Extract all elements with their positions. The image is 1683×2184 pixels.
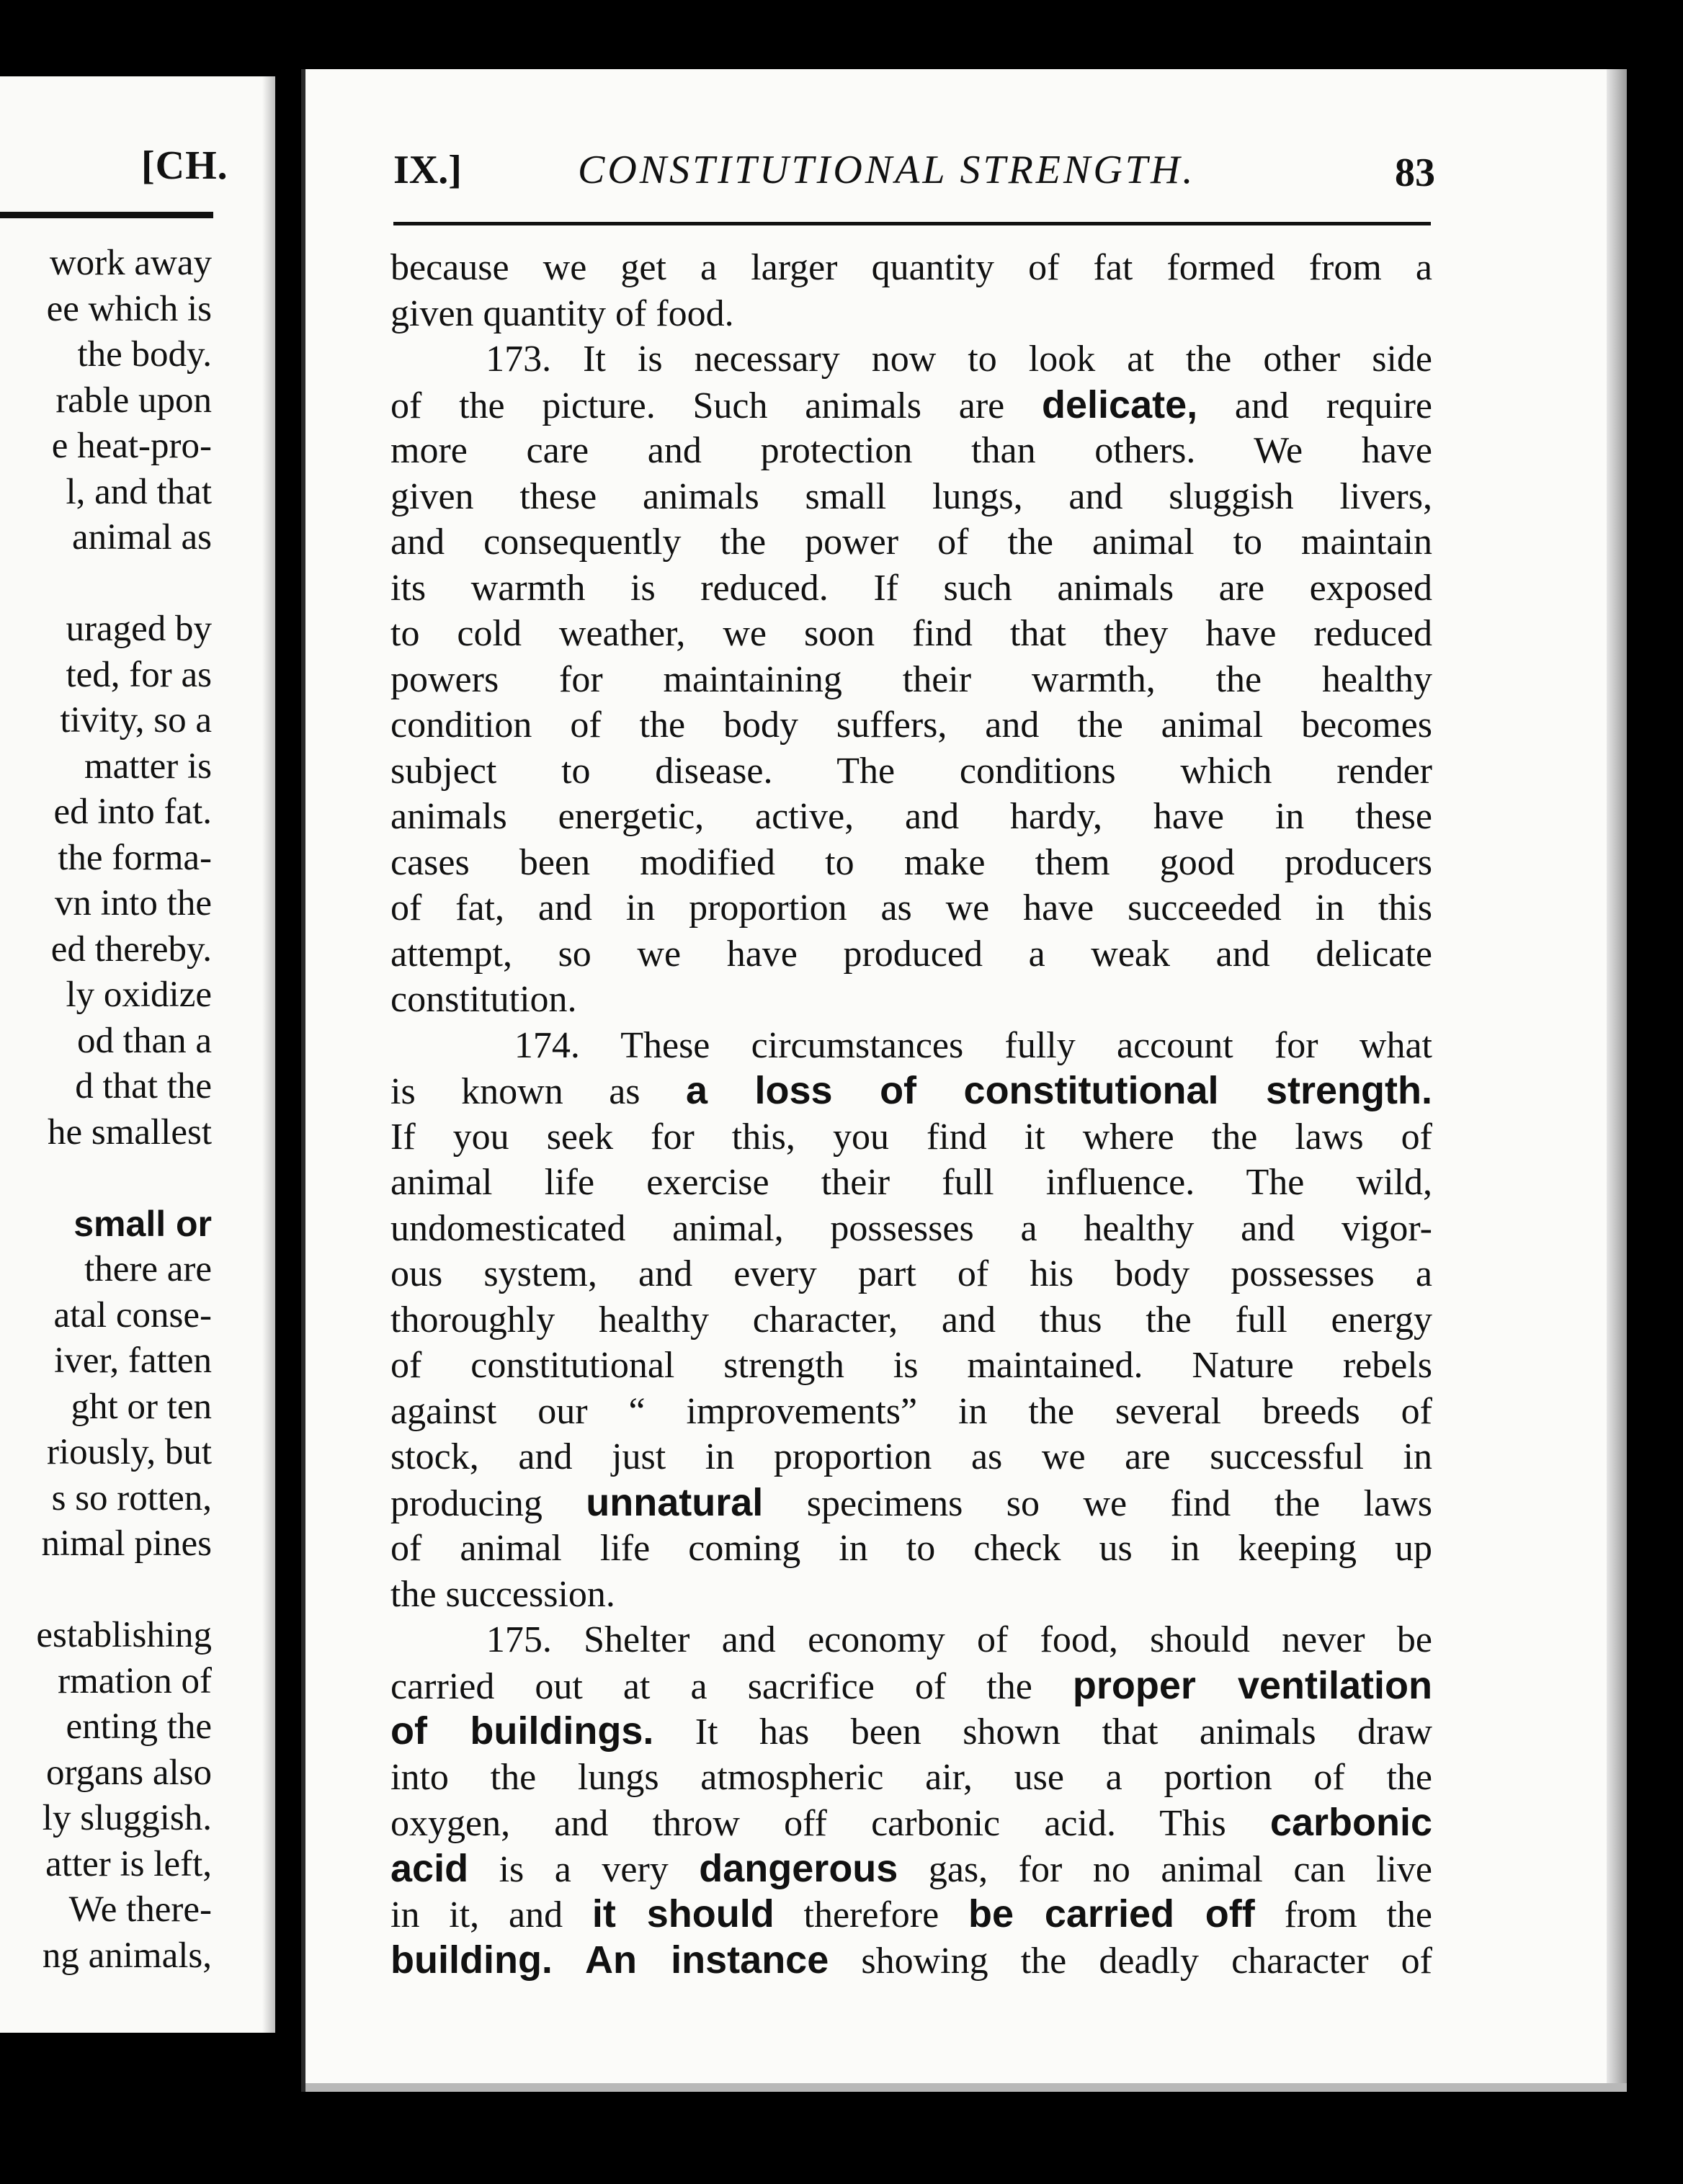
chapter-marker: IX.] <box>393 148 462 192</box>
text-line <box>390 1526 1432 1572</box>
text-run: the succession. <box>390 1573 615 1615</box>
bold-phrase: building. An instance <box>390 1938 829 1982</box>
text-run: animal life exercise their full influence. The wild, <box>390 1162 1432 1203</box>
text-run: of fat, and in proportion as we have succeeded in this <box>390 887 1432 928</box>
text-run: of constitutional strength is maintained. Nature rebels <box>390 1345 1432 1386</box>
text-run: animals energetic, active, and hardy, have in these <box>390 796 1432 837</box>
text-line <box>390 1617 1432 1663</box>
text-line <box>390 657 1432 703</box>
text-line <box>390 519 1432 565</box>
bold-phrase: delicate, <box>1042 382 1198 426</box>
text-line <box>390 885 1432 931</box>
text-run: ous system, and every part of his body possesses a <box>390 1253 1432 1294</box>
left-text-line: uraged by <box>66 609 212 649</box>
text-line <box>390 1892 1432 1938</box>
bold-phrase: be carried off <box>968 1892 1255 1935</box>
running-head <box>393 147 1435 197</box>
left-text-line: ted, for as <box>66 654 212 695</box>
text-line <box>390 1343 1432 1389</box>
text-line <box>390 245 1432 291</box>
text-run: from the <box>1254 1894 1432 1935</box>
left-text-line: ly sluggish. <box>42 1798 212 1838</box>
bold-phrase: unnatural <box>586 1480 764 1524</box>
text-run: its warmth is reduced. If such animals are exposed <box>390 567 1432 609</box>
text-run: therefore <box>774 1894 968 1935</box>
text-run: It has been shown that animals draw <box>653 1711 1432 1753</box>
text-run: subject to disease. The conditions which render <box>390 750 1432 792</box>
left-text-line: l, and that <box>66 471 212 512</box>
page-number: 83 <box>1395 151 1435 195</box>
text-line <box>390 1663 1432 1709</box>
left-text-line: tivity, so a <box>60 700 212 740</box>
bold-phrase: a loss of constitutional strength. <box>686 1069 1432 1112</box>
text-line <box>390 382 1432 429</box>
page-edge-shadow <box>1607 69 1627 2092</box>
left-header-rule <box>0 212 213 218</box>
text-line <box>390 1114 1432 1160</box>
left-text-line: establishing <box>36 1615 212 1655</box>
left-text-line: ly oxidize <box>66 975 212 1015</box>
text-run: 175. Shelter and economy of food, should never be <box>390 1619 1432 1660</box>
text-line <box>390 1755 1432 1801</box>
text-line <box>390 1800 1432 1846</box>
text-run: to cold weather, we soon find that they have reduced <box>390 613 1432 654</box>
left-text-line: there are <box>84 1249 212 1289</box>
body-text <box>390 245 1432 1983</box>
left-text-line: the body. <box>77 334 212 375</box>
left-text-line: work away <box>49 243 212 283</box>
text-run: is a very <box>468 1848 700 1890</box>
text-line <box>390 336 1432 382</box>
page-83 <box>301 69 1627 2092</box>
facing-page-left <box>0 76 275 2033</box>
text-line <box>390 748 1432 795</box>
text-run: in it, and <box>390 1894 592 1935</box>
left-text-line: ed into fat. <box>53 792 212 832</box>
text-run: attempt, so we have produced a weak and delicate <box>390 933 1432 975</box>
text-run: powers for maintaining their warmth, the healthy <box>390 658 1432 700</box>
left-text-line: organs also <box>46 1752 212 1793</box>
text-line <box>390 1297 1432 1343</box>
text-line <box>390 1480 1432 1526</box>
left-running-head: [CH. <box>141 143 228 188</box>
left-text-line: atter is left, <box>45 1843 212 1884</box>
left-text-line: enting the <box>66 1706 212 1747</box>
bold-phrase: acid <box>390 1846 469 1890</box>
text-line <box>390 1846 1432 1892</box>
text-line <box>390 1068 1432 1114</box>
page-bottom-edge <box>305 2083 1627 2092</box>
left-text-line: rable upon <box>55 380 212 421</box>
left-page-text <box>0 241 212 1979</box>
text-run: because we get a larger quantity of fat formed from a <box>390 247 1432 288</box>
bold-phrase: it should <box>591 1892 774 1935</box>
text-run: thoroughly healthy character, and thus the full energy <box>390 1299 1432 1341</box>
text-run: given quantity of food. <box>390 292 734 334</box>
header-rule <box>393 222 1431 225</box>
text-run: more care and protection than others. We have <box>390 430 1432 471</box>
left-text-line: nimal pines <box>41 1523 212 1564</box>
text-line <box>390 1709 1432 1755</box>
text-run: of the picture. Such animals are <box>390 385 1043 426</box>
text-line <box>390 702 1432 748</box>
left-text-line: e heat-pro- <box>51 426 212 466</box>
text-line <box>390 428 1432 474</box>
text-run: into the lungs atmospheric air, use a portion of the <box>390 1756 1432 1798</box>
text-run: If you seek for this, you find it where the laws of <box>390 1116 1432 1158</box>
text-line <box>390 1938 1432 1984</box>
text-line <box>390 1023 1432 1069</box>
left-text-line: matter is <box>84 746 212 787</box>
text-run: undomesticated animal, possesses a healthy and vigor- <box>390 1207 1432 1249</box>
left-text-line: ed thereby. <box>50 928 212 970</box>
left-text-line: iver, fatten <box>54 1341 212 1381</box>
text-run: constitution. <box>390 979 577 1020</box>
text-run: and consequently the power of the animal to maintain <box>390 522 1432 563</box>
left-text-line: We there- <box>68 1889 212 1930</box>
text-run: stock, and just in proportion as we are successful in <box>390 1436 1432 1477</box>
left-text-line: ee which is <box>46 288 212 329</box>
bold-phrase: dangerous <box>699 1846 898 1890</box>
text-line <box>390 1389 1432 1435</box>
text-line <box>390 931 1432 977</box>
left-text-line: ght or ten <box>71 1386 212 1427</box>
left-text-line: od than a <box>77 1020 212 1061</box>
text-run: specimens so we find the laws <box>763 1482 1432 1524</box>
text-run: and require <box>1197 385 1432 426</box>
left-text-line <box>0 1155 212 1201</box>
text-line <box>390 1572 1432 1618</box>
text-run: is known as <box>390 1071 687 1112</box>
bold-phrase: proper ventilation <box>1072 1663 1432 1707</box>
page-title: CONSTITUTIONAL STRENGTH. <box>578 148 1196 192</box>
left-text-line: animal as <box>71 517 212 558</box>
left-text-line <box>0 1567 212 1614</box>
text-line <box>390 565 1432 612</box>
text-run: carried out at a sacrifice of the <box>390 1665 1073 1707</box>
gutter-shadow <box>262 76 275 2033</box>
text-line <box>390 1434 1432 1480</box>
left-text-line: ng animals, <box>42 1935 212 1976</box>
text-line <box>390 977 1432 1023</box>
left-text-line: vn into the <box>54 883 212 923</box>
bold-phrase: of buildings. <box>390 1709 654 1753</box>
left-text-line <box>0 561 212 607</box>
text-run: showing the deadly character of <box>829 1940 1432 1982</box>
left-text-line: riously, but <box>46 1432 212 1472</box>
text-line <box>390 1160 1432 1206</box>
text-line <box>390 840 1432 886</box>
text-run: cases been modified to make them good producers <box>390 841 1432 883</box>
text-run: given these animals small lungs, and sluggish livers, <box>390 475 1432 517</box>
text-line <box>390 611 1432 657</box>
left-text-line: the forma- <box>58 837 212 878</box>
left-text-line: he smallest <box>47 1111 212 1153</box>
text-run: producing <box>390 1482 586 1524</box>
text-run: 174. These circumstances fully account for what <box>390 1024 1432 1066</box>
text-run: 173. It is necessary now to look at the other side <box>390 339 1432 380</box>
left-text-line: atal conse- <box>53 1294 212 1335</box>
text-run: condition of the body suffers, and the animal becomes <box>390 704 1432 746</box>
text-line <box>390 474 1432 520</box>
bold-phrase: carbonic <box>1269 1801 1432 1844</box>
text-line <box>390 291 1432 337</box>
text-run: against our “ improvements” in the several breeds of <box>390 1390 1432 1432</box>
left-text-line: rmation of <box>58 1660 212 1701</box>
text-run: oxygen, and throw off carbonic acid. This <box>390 1803 1270 1844</box>
left-text-line: small or <box>73 1203 212 1244</box>
left-text-line: d that the <box>75 1066 212 1106</box>
text-line <box>390 794 1432 840</box>
text-run: gas, for no animal can live <box>898 1848 1432 1890</box>
text-line <box>390 1251 1432 1297</box>
left-text-line: s so rotten, <box>51 1477 212 1518</box>
text-line <box>390 1206 1432 1252</box>
text-run: of animal life coming in to check us in keeping up <box>390 1528 1432 1569</box>
